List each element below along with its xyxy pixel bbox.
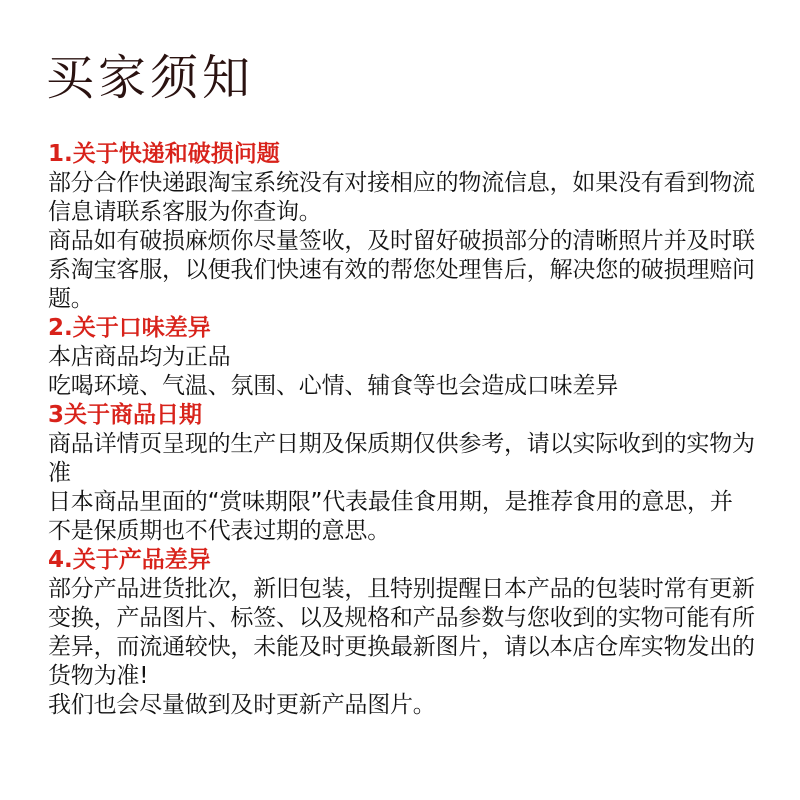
- section-heading: 1.关于快递和破损问题: [48, 141, 280, 167]
- section-text-line: 我们也会尽量做到及时更新产品图片。: [48, 692, 436, 718]
- notice-content: [48, 140, 760, 720]
- section-text-line: 信息请联系客服为你查询。: [48, 199, 322, 225]
- section-text-line: 本店商品均为正品: [48, 344, 231, 370]
- section-text-line: 准: [48, 460, 71, 486]
- section-text-line: 吃喝环境、气温、氛围、心情、辅食等也会造成口味差异: [48, 373, 619, 399]
- section-heading: 2.关于口味差异: [48, 315, 211, 341]
- section-text-line: 系淘宝客服，以便我们快速有效的帮您处理售后，解决您的破损理赔问: [48, 257, 755, 283]
- section-product-difference: [48, 546, 760, 720]
- page-title: 买家须知: [46, 50, 255, 106]
- section-text-line: 商品详情页呈现的生产日期及保质期仅供参考，请以实际收到的实物为: [48, 431, 755, 457]
- section-taste-difference: [48, 314, 760, 401]
- section-heading: 4.关于产品差异: [48, 547, 211, 573]
- section-text-line: 题。: [48, 286, 94, 312]
- section-text-line: 部分合作快递跟淘宝系统没有对接相应的物流信息，如果没有看到物流: [48, 170, 755, 196]
- section-heading: 3关于商品日期: [48, 402, 203, 428]
- section-shipping-damage: [48, 140, 760, 314]
- section-text-line: 不是保质期也不代表过期的意思。: [48, 518, 391, 544]
- section-text-line: 日本商品里面的“赏味期限”代表最佳食用期，是推荐食用的意思，并: [48, 489, 733, 515]
- section-text-line: 变换，产品图片、标签、以及规格和产品参数与您收到的实物可能有所: [48, 605, 755, 631]
- section-text-line: 商品如有破损麻烦你尽量签收，及时留好破损部分的清晰照片并及时联: [48, 228, 755, 254]
- section-product-date: [48, 401, 760, 546]
- section-text-line: 部分产品进货批次，新旧包装，且特别提醒日本产品的包装时常有更新: [48, 576, 755, 602]
- section-text-line: 货物为准!: [48, 663, 149, 689]
- section-text-line: 差异，而流通较快，未能及时更换最新图片，请以本店仓库实物发出的: [48, 634, 755, 660]
